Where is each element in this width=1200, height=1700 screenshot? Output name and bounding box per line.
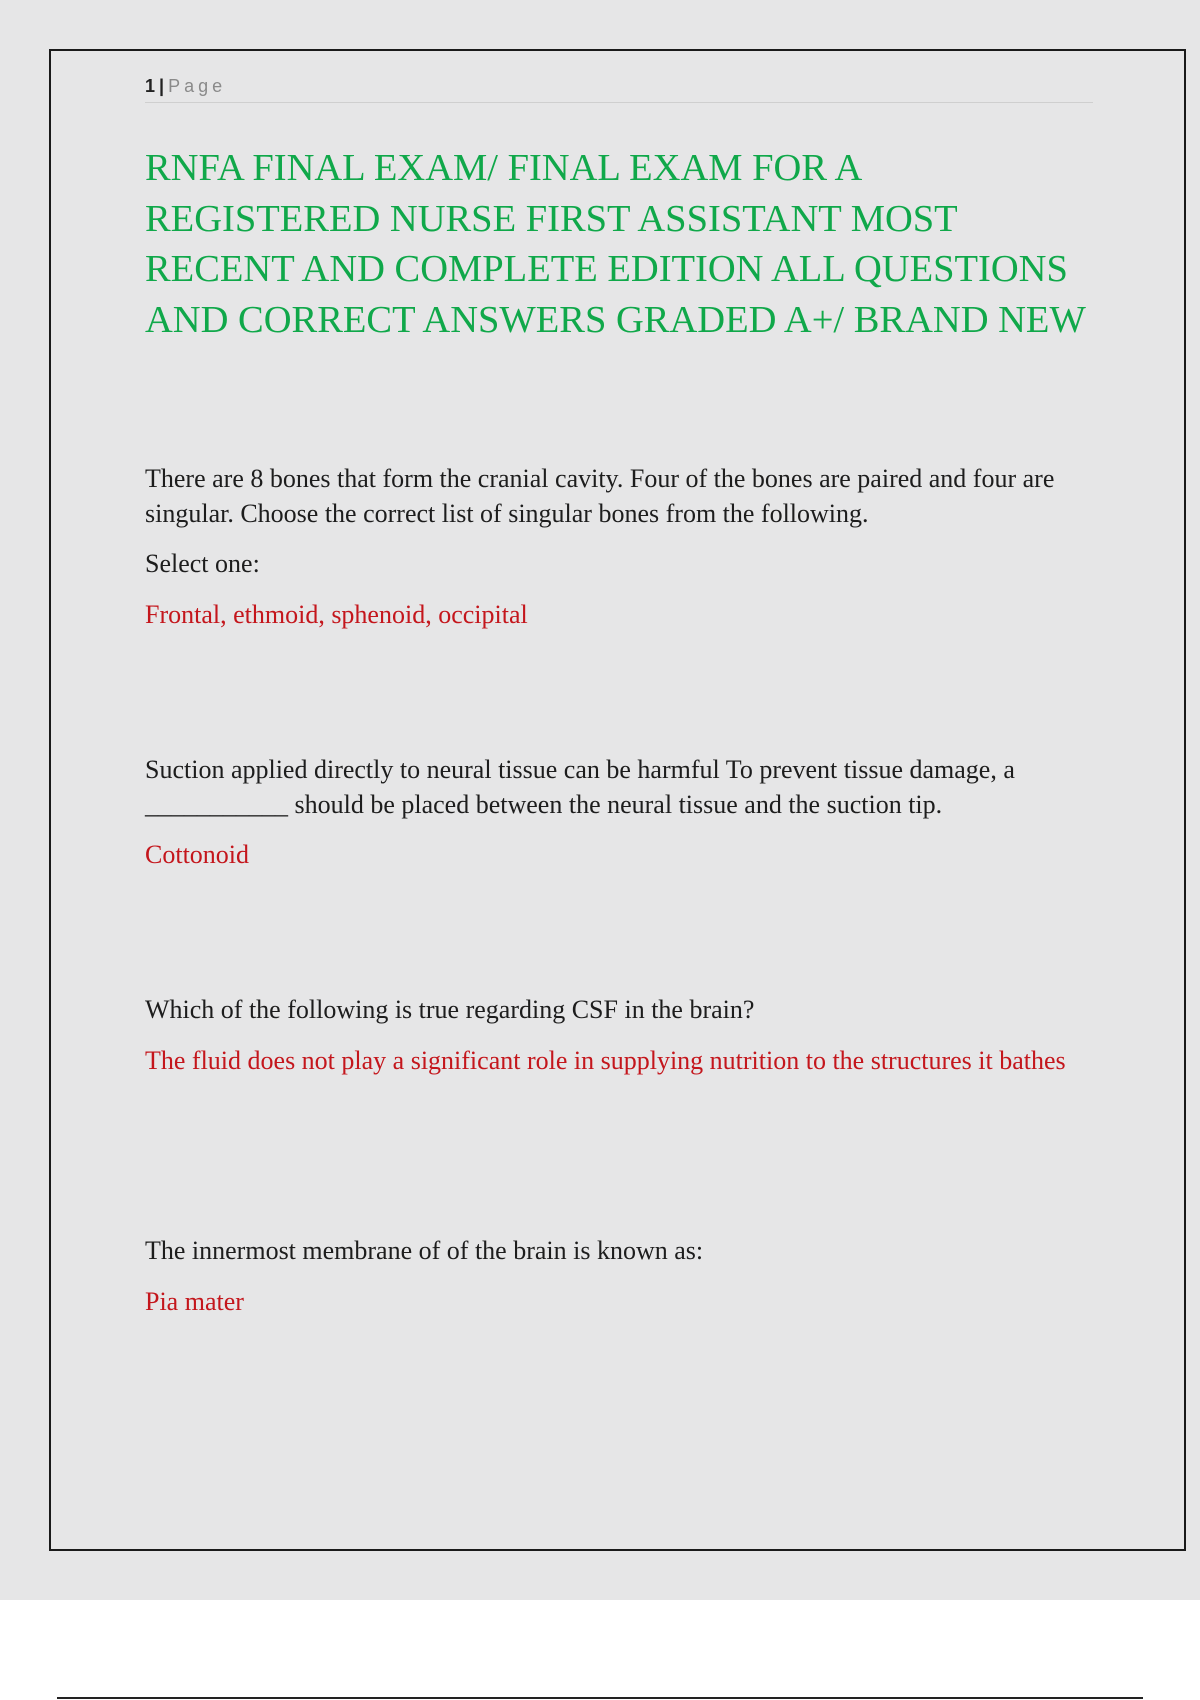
question-text: There are 8 bones that form the cranial cavity. Four of the bones are paired and four are singular. Choose the correct list of singular bones from the following. (145, 464, 1055, 528)
question-text: Which of the following is true regarding CSF in the brain? (145, 995, 755, 1024)
question-block-3 (145, 993, 1090, 1078)
question-text: The innermost membrane of of the brain is known as: (145, 1236, 704, 1265)
question-block-2 (145, 753, 1090, 873)
page-number: 1 (145, 76, 156, 96)
select-prompt: Select one: (145, 549, 260, 578)
page-label: Page (168, 76, 227, 96)
page-header (145, 74, 1093, 103)
answer-text: The fluid does not play a significant role in supplying nutrition to the structures it bathes (145, 1045, 1066, 1075)
answer-text: Frontal, ethmoid, sphenoid, occipital (145, 599, 528, 629)
question-text: Suction applied directly to neural tissue can be harmful To prevent tissue damage, a ___________ should be placed between the neural tissue and the suction tip. (145, 755, 1015, 819)
page-separator: | (159, 76, 165, 96)
answer-text: Cottonoid (145, 840, 250, 869)
answer-text: Pia mater (145, 1286, 244, 1316)
question-block-4 (145, 1234, 1090, 1319)
question-block-1 (145, 462, 1090, 632)
footer-rule (57, 1697, 1143, 1699)
document-title: RNFA FINAL EXAM/ FINAL EXAM FOR A REGISTERED NURSE FIRST ASSISTANT MOST RECENT AND COMPLETE EDITION ALL QUESTIONS AND CORRECT ANSWERS GRADED A+/ BRAND NEW (145, 147, 1086, 341)
